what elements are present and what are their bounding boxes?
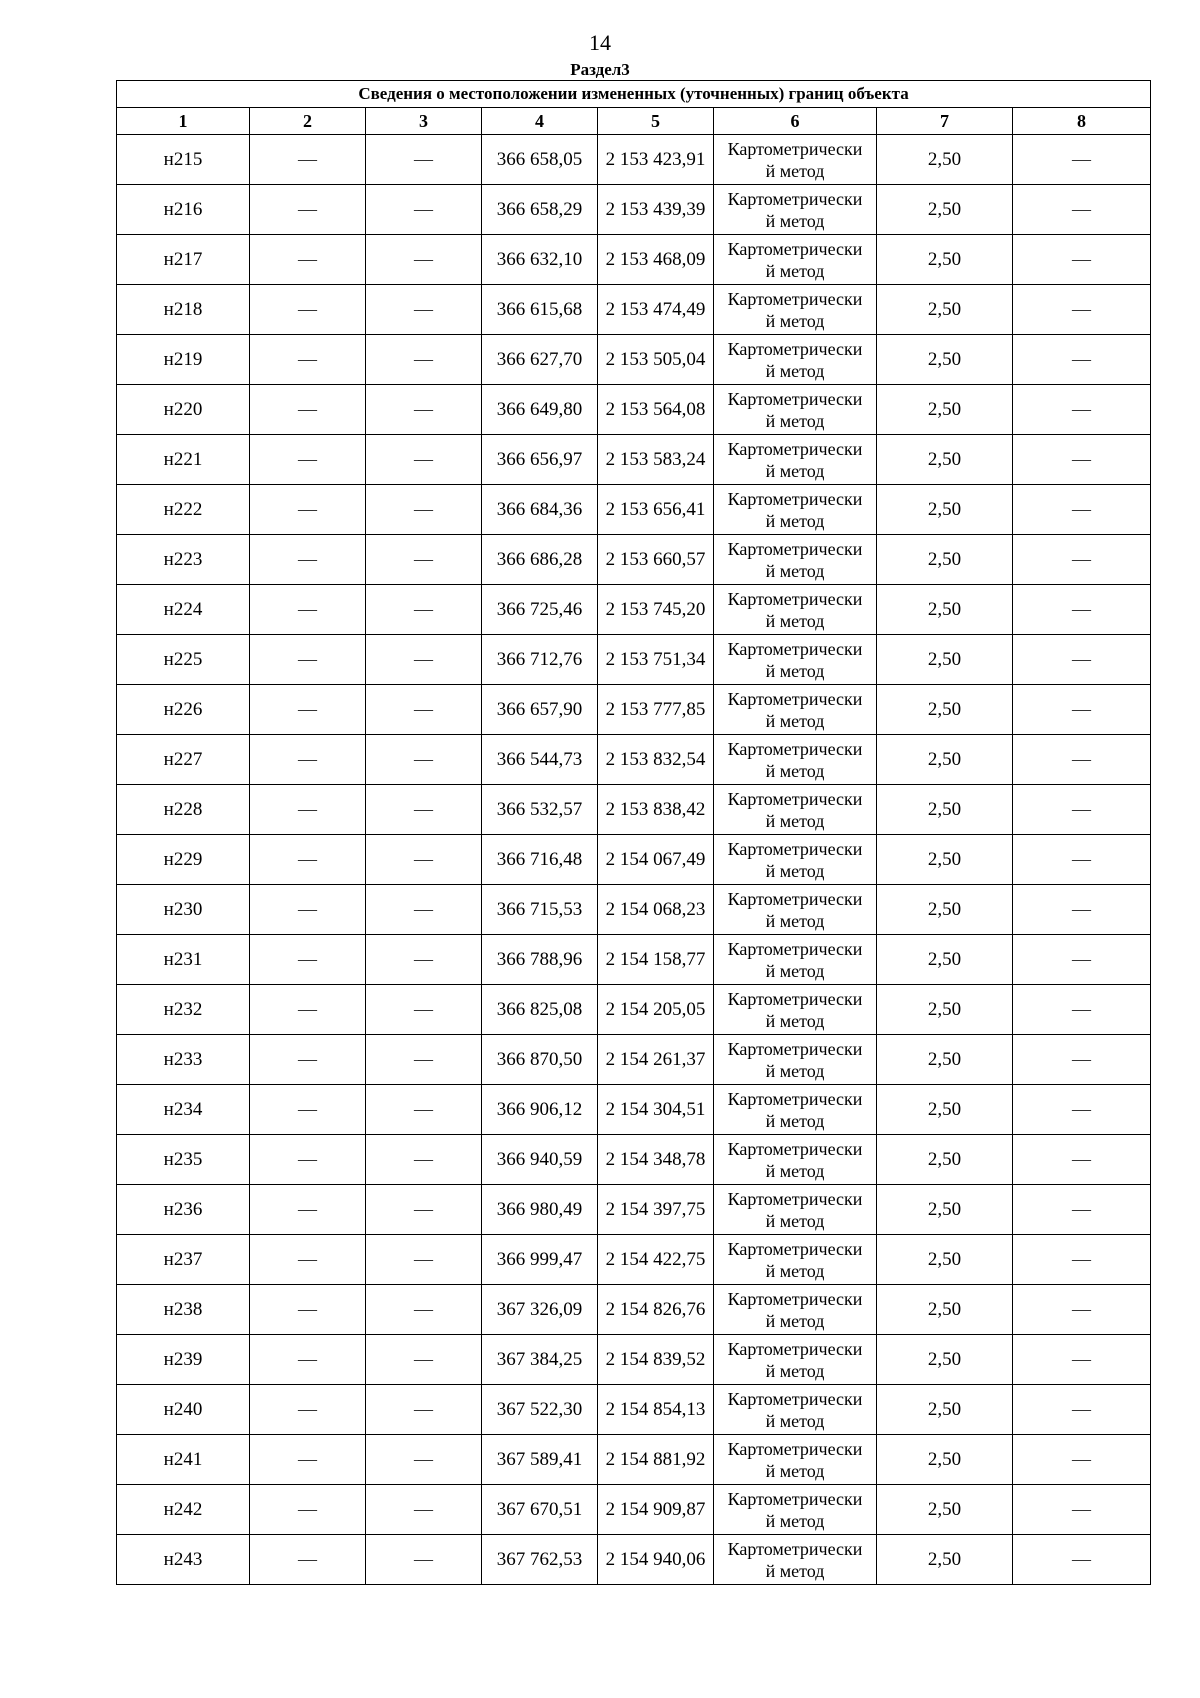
column-number-row [117,108,1151,135]
table-cell-col-2: — [250,535,366,585]
table-cell-col-3: — [366,935,482,985]
table-cell-col-1: н237 [117,1235,250,1285]
table-row [117,385,1151,435]
section-title: Раздел3 [570,60,630,79]
table-cell-col-6: Картометрически й метод [714,135,877,185]
table-cell-col-3: — [366,1335,482,1385]
table-row [117,785,1151,835]
column-number-2: 2 [250,108,366,135]
table-row [117,885,1151,935]
table-cell-col-4: 366 940,59 [482,1135,598,1185]
table-cell-col-3: — [366,1535,482,1585]
table-cell-col-2: — [250,185,366,235]
table-cell-col-7: 2,50 [877,135,1013,185]
table-cell-col-8: — [1013,1435,1151,1485]
table-cell-col-3: — [366,1435,482,1485]
table-cell-col-5: 2 154 304,51 [598,1085,714,1135]
table-cell-col-6: Картометрически й метод [714,285,877,335]
table-cell-col-8: — [1013,1285,1151,1335]
table-cell-col-4: 366 825,08 [482,985,598,1035]
table-row [117,685,1151,735]
table-row [117,435,1151,485]
table-cell-col-5: 2 153 423,91 [598,135,714,185]
table-cell-col-7: 2,50 [877,835,1013,885]
table-cell-col-3: — [366,685,482,735]
table-row [117,1135,1151,1185]
table-cell-col-2: — [250,1135,366,1185]
table-cell-col-3: — [366,1485,482,1535]
table-cell-col-6: Картометрически й метод [714,1285,877,1335]
table-cell-col-8: — [1013,735,1151,785]
table-row [117,535,1151,585]
table-cell-col-3: — [366,1185,482,1235]
table-cell-col-8: — [1013,235,1151,285]
table-cell-col-6: Картометрически й метод [714,1135,877,1185]
table-cell-col-8: — [1013,435,1151,485]
column-number-6: 6 [714,108,877,135]
column-number-3: 3 [366,108,482,135]
table-cell-col-4: 366 716,48 [482,835,598,885]
table-cell-col-5: 2 153 505,04 [598,335,714,385]
table-cell-col-4: 366 532,57 [482,785,598,835]
table-cell-col-3: — [366,1035,482,1085]
table-cell-col-1: н223 [117,535,250,585]
table-cell-col-4: 366 684,36 [482,485,598,535]
table-cell-col-1: н242 [117,1485,250,1535]
table-cell-col-8: — [1013,135,1151,185]
table-cell-col-7: 2,50 [877,535,1013,585]
table-cell-col-7: 2,50 [877,785,1013,835]
table-cell-col-5: 2 154 881,92 [598,1435,714,1485]
table-row [117,1535,1151,1585]
table-cell-col-3: — [366,635,482,685]
table-cell-col-4: 366 658,29 [482,185,598,235]
table-cell-col-5: 2 153 474,49 [598,285,714,335]
table-cell-col-1: н240 [117,1385,250,1435]
table-cell-col-6: Картометрически й метод [714,785,877,835]
table-cell-col-2: — [250,585,366,635]
table-cell-col-7: 2,50 [877,285,1013,335]
table-cell-col-3: — [366,135,482,185]
table-cell-col-1: н230 [117,885,250,935]
table-cell-col-3: — [366,485,482,535]
table-cell-col-3: — [366,835,482,885]
table-cell-col-3: — [366,985,482,1035]
table-cell-col-6: Картометрически й метод [714,985,877,1035]
table-cell-col-2: — [250,435,366,485]
table-cell-col-2: — [250,1485,366,1535]
table-cell-col-4: 366 686,28 [482,535,598,585]
table-cell-col-3: — [366,235,482,285]
table-cell-col-6: Картометрически й метод [714,1435,877,1485]
table-cell-col-6: Картометрически й метод [714,235,877,285]
table-cell-col-7: 2,50 [877,385,1013,435]
table-cell-col-7: 2,50 [877,985,1013,1035]
table-row [117,1035,1151,1085]
table-cell-col-2: — [250,1035,366,1085]
table-cell-col-6: Картометрически й метод [714,1535,877,1585]
table-cell-col-1: н232 [117,985,250,1035]
table-cell-col-5: 2 154 826,76 [598,1285,714,1335]
table-cell-col-4: 366 615,68 [482,285,598,335]
table-cell-col-2: — [250,785,366,835]
table-cell-col-3: — [366,885,482,935]
table-cell-col-5: 2 154 348,78 [598,1135,714,1185]
table-cell-col-4: 366 627,70 [482,335,598,385]
table-cell-col-7: 2,50 [877,1085,1013,1135]
table-cell-col-1: н231 [117,935,250,985]
table-cell-col-2: — [250,485,366,535]
table-cell-col-8: — [1013,535,1151,585]
table-cell-col-4: 366 657,90 [482,685,598,735]
table-row [117,1285,1151,1335]
table-cell-col-4: 366 906,12 [482,1085,598,1135]
table-cell-col-1: н241 [117,1435,250,1485]
table-cell-col-1: н239 [117,1335,250,1385]
table-cell-col-8: — [1013,1535,1151,1585]
table-cell-col-8: — [1013,385,1151,435]
table-cell-col-6: Картометрически й метод [714,1335,877,1385]
table-caption-row [117,81,1151,108]
table-cell-col-8: — [1013,935,1151,985]
table-cell-col-3: — [366,335,482,385]
table-cell-col-1: н243 [117,1535,250,1585]
table-row [117,1235,1151,1285]
table-cell-col-1: н220 [117,385,250,435]
table-cell-col-1: н234 [117,1085,250,1135]
table-cell-col-4: 367 762,53 [482,1535,598,1585]
boundary-coordinates-table [116,80,1151,1585]
table-cell-col-7: 2,50 [877,335,1013,385]
table-cell-col-2: — [250,285,366,335]
table-cell-col-6: Картометрически й метод [714,1085,877,1135]
table-cell-col-5: 2 154 854,13 [598,1385,714,1435]
table-cell-col-5: 2 153 832,54 [598,735,714,785]
table-cell-col-7: 2,50 [877,885,1013,935]
table-cell-col-5: 2 153 777,85 [598,685,714,735]
table-cell-col-2: — [250,235,366,285]
table-cell-col-8: — [1013,1385,1151,1435]
table-row [117,1185,1151,1235]
table-cell-col-7: 2,50 [877,685,1013,735]
table-cell-col-4: 366 725,46 [482,585,598,635]
table-cell-col-6: Картометрически й метод [714,335,877,385]
table-cell-col-5: 2 154 158,77 [598,935,714,985]
table-cell-col-8: — [1013,985,1151,1035]
table-cell-col-3: — [366,1285,482,1335]
table-cell-col-2: — [250,635,366,685]
table-cell-col-1: н219 [117,335,250,385]
table-cell-col-4: 366 658,05 [482,135,598,185]
table-row [117,135,1151,185]
table-cell-col-5: 2 153 439,39 [598,185,714,235]
table-cell-col-5: 2 154 422,75 [598,1235,714,1285]
table-cell-col-7: 2,50 [877,235,1013,285]
table-cell-col-6: Картометрически й метод [714,1385,877,1435]
table-cell-col-3: — [366,735,482,785]
table-cell-col-2: — [250,1235,366,1285]
table-cell-col-5: 2 153 660,57 [598,535,714,585]
table-cell-col-5: 2 153 745,20 [598,585,714,635]
table-cell-col-1: н217 [117,235,250,285]
table-cell-col-3: — [366,1135,482,1185]
table-cell-col-4: 366 999,47 [482,1235,598,1285]
table-cell-col-6: Картометрически й метод [714,385,877,435]
table-cell-col-7: 2,50 [877,1135,1013,1185]
table-row [117,935,1151,985]
table-cell-col-7: 2,50 [877,1285,1013,1335]
table-cell-col-5: 2 153 751,34 [598,635,714,685]
table-cell-col-7: 2,50 [877,1035,1013,1085]
table-cell-col-1: н233 [117,1035,250,1085]
table-cell-col-7: 2,50 [877,485,1013,535]
table-row [117,1435,1151,1485]
table-row [117,1385,1151,1435]
table-cell-col-1: н228 [117,785,250,835]
table-cell-col-8: — [1013,1485,1151,1535]
table-cell-col-4: 366 870,50 [482,1035,598,1085]
table-cell-col-1: н235 [117,1135,250,1185]
table-cell-col-8: — [1013,1235,1151,1285]
table-cell-col-6: Картометрически й метод [714,185,877,235]
table-cell-col-7: 2,50 [877,1535,1013,1585]
table-cell-col-5: 2 154 205,05 [598,985,714,1035]
table-row [117,335,1151,385]
table-cell-col-2: — [250,335,366,385]
table-cell-col-1: н229 [117,835,250,885]
table-cell-col-2: — [250,1535,366,1585]
table-cell-col-4: 366 712,76 [482,635,598,685]
table-cell-col-4: 367 522,30 [482,1385,598,1435]
table-cell-col-2: — [250,735,366,785]
table-cell-col-4: 367 384,25 [482,1335,598,1385]
column-number-4: 4 [482,108,598,135]
table-caption: Сведения о местоположении измененных (уточненных) границ объекта [117,81,1151,108]
table-cell-col-5: 2 153 583,24 [598,435,714,485]
table-cell-col-8: — [1013,1085,1151,1135]
column-number-1: 1 [117,108,250,135]
table-cell-col-8: — [1013,185,1151,235]
table-cell-col-1: н226 [117,685,250,735]
table-cell-col-1: н218 [117,285,250,335]
table-cell-col-5: 2 154 261,37 [598,1035,714,1085]
table-row [117,1485,1151,1535]
table-cell-col-5: 2 153 838,42 [598,785,714,835]
table-cell-col-8: — [1013,1035,1151,1085]
table-cell-col-6: Картометрически й метод [714,485,877,535]
table-cell-col-2: — [250,985,366,1035]
column-number-5: 5 [598,108,714,135]
table-cell-col-7: 2,50 [877,1235,1013,1285]
table-cell-col-8: — [1013,485,1151,535]
table-cell-col-3: — [366,435,482,485]
table-cell-col-8: — [1013,285,1151,335]
table-cell-col-6: Картометрически й метод [714,635,877,685]
table-cell-col-5: 2 154 909,87 [598,1485,714,1535]
table-cell-col-4: 367 326,09 [482,1285,598,1335]
table-cell-col-2: — [250,1085,366,1135]
table-row [117,735,1151,785]
table-cell-col-2: — [250,1335,366,1385]
column-number-7: 7 [877,108,1013,135]
table-cell-col-7: 2,50 [877,585,1013,635]
table-cell-col-4: 366 715,53 [482,885,598,935]
table-row [117,235,1151,285]
table-cell-col-6: Картометрически й метод [714,1235,877,1285]
table-cell-col-1: н216 [117,185,250,235]
table-cell-col-3: — [366,285,482,335]
table-cell-col-2: — [250,835,366,885]
table-body [117,135,1151,1585]
table-cell-col-4: 366 980,49 [482,1185,598,1235]
table-cell-col-7: 2,50 [877,1485,1013,1535]
table-cell-col-8: — [1013,335,1151,385]
table-cell-col-1: н236 [117,1185,250,1235]
table-cell-col-2: — [250,1385,366,1435]
table-cell-col-3: — [366,385,482,435]
table-cell-col-2: — [250,885,366,935]
table-cell-col-6: Картометрически й метод [714,585,877,635]
table-cell-col-8: — [1013,1135,1151,1185]
table-row [117,985,1151,1035]
table-cell-col-7: 2,50 [877,735,1013,785]
table-cell-col-5: 2 154 839,52 [598,1335,714,1385]
table-row [117,285,1151,335]
table-cell-col-6: Картометрически й метод [714,685,877,735]
table-cell-col-6: Картометрически й метод [714,935,877,985]
table-cell-col-8: — [1013,585,1151,635]
table-cell-col-5: 2 153 564,08 [598,385,714,435]
table-cell-col-7: 2,50 [877,1185,1013,1235]
table-row [117,835,1151,885]
table-cell-col-8: — [1013,885,1151,935]
table-cell-col-4: 366 544,73 [482,735,598,785]
table-cell-col-2: — [250,135,366,185]
table-cell-col-2: — [250,1285,366,1335]
table-cell-col-2: — [250,935,366,985]
table-cell-col-4: 366 656,97 [482,435,598,485]
table-cell-col-7: 2,50 [877,1335,1013,1385]
table-cell-col-2: — [250,1435,366,1485]
table-cell-col-3: — [366,185,482,235]
table-cell-col-8: — [1013,1185,1151,1235]
table-cell-col-2: — [250,685,366,735]
table-cell-col-7: 2,50 [877,435,1013,485]
table-cell-col-2: — [250,1185,366,1235]
table-cell-col-8: — [1013,785,1151,835]
table-cell-col-4: 366 649,80 [482,385,598,435]
table-cell-col-6: Картометрически й метод [714,885,877,935]
table-cell-col-4: 366 788,96 [482,935,598,985]
table-cell-col-3: — [366,535,482,585]
table-cell-col-8: — [1013,1335,1151,1385]
table-cell-col-3: — [366,1385,482,1435]
table-cell-col-8: — [1013,835,1151,885]
table-cell-col-1: н227 [117,735,250,785]
table-cell-col-4: 367 670,51 [482,1485,598,1535]
table-cell-col-3: — [366,585,482,635]
table-cell-col-6: Картометрически й метод [714,435,877,485]
table-cell-col-1: н222 [117,485,250,535]
column-number-8: 8 [1013,108,1151,135]
table-cell-col-2: — [250,385,366,435]
table-cell-col-7: 2,50 [877,1435,1013,1485]
table-row [117,585,1151,635]
table-cell-col-6: Картометрически й метод [714,535,877,585]
table-cell-col-7: 2,50 [877,935,1013,985]
table-cell-col-6: Картометрически й метод [714,1185,877,1235]
table-cell-col-1: н224 [117,585,250,635]
table-cell-col-5: 2 154 067,49 [598,835,714,885]
table-cell-col-8: — [1013,635,1151,685]
table-cell-col-6: Картометрически й метод [714,735,877,785]
table-cell-col-4: 366 632,10 [482,235,598,285]
table-cell-col-5: 2 154 068,23 [598,885,714,935]
table-cell-col-8: — [1013,685,1151,735]
table-row [117,1335,1151,1385]
table-cell-col-5: 2 154 397,75 [598,1185,714,1235]
table-row [117,635,1151,685]
page-number: 14 [589,30,611,55]
table-cell-col-1: н221 [117,435,250,485]
table-row [117,185,1151,235]
table-cell-col-4: 367 589,41 [482,1435,598,1485]
table-cell-col-1: н238 [117,1285,250,1335]
table-cell-col-5: 2 154 940,06 [598,1535,714,1585]
table-cell-col-3: — [366,1085,482,1135]
table-cell-col-3: — [366,1235,482,1285]
table-cell-col-5: 2 153 468,09 [598,235,714,285]
table-cell-col-7: 2,50 [877,1385,1013,1435]
table-cell-col-6: Картометрически й метод [714,835,877,885]
table-cell-col-6: Картометрически й метод [714,1485,877,1535]
table-cell-col-3: — [366,785,482,835]
table-cell-col-1: н225 [117,635,250,685]
table-row [117,1085,1151,1135]
table-cell-col-6: Картометрически й метод [714,1035,877,1085]
table-cell-col-7: 2,50 [877,185,1013,235]
table-cell-col-5: 2 153 656,41 [598,485,714,535]
table-row [117,485,1151,535]
table-cell-col-7: 2,50 [877,635,1013,685]
table-cell-col-1: н215 [117,135,250,185]
